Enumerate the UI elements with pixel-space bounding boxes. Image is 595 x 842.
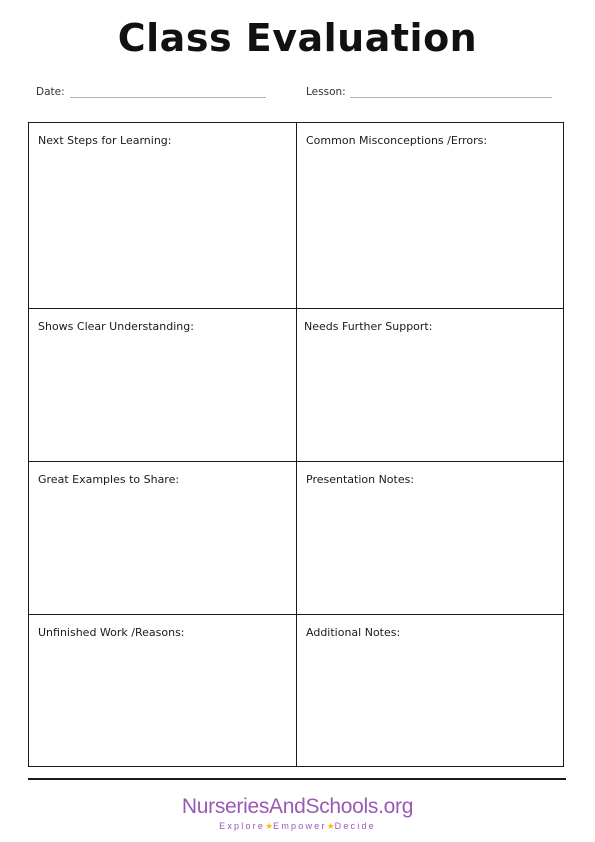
tagline-explore: Explore: [219, 821, 266, 831]
tagline-decide: Decide: [334, 821, 376, 831]
brand-name: NurseriesAndSchools.org: [181, 795, 414, 818]
unfinished-work-label: Unfinished Work /Reasons:: [38, 626, 185, 639]
great-examples-label: Great Examples to Share:: [38, 473, 180, 486]
unfinished-work-box[interactable]: [29, 615, 296, 765]
next-steps-box[interactable]: [29, 123, 296, 308]
lesson-input-line[interactable]: [350, 97, 552, 98]
tagline-empower: Empower: [273, 821, 327, 831]
additional-notes-box[interactable]: [297, 615, 564, 765]
clear-understanding-label: Shows Clear Understanding:: [38, 320, 194, 333]
misconceptions-box[interactable]: [297, 123, 564, 308]
lesson-label: Lesson:: [306, 86, 346, 98]
additional-notes-label: Additional Notes:: [306, 626, 401, 639]
next-steps-label: Next Steps for Learning:: [38, 134, 172, 147]
great-examples-box[interactable]: [29, 462, 296, 614]
date-input-line[interactable]: [70, 97, 266, 98]
footer-divider: [28, 778, 566, 780]
date-field: [36, 84, 268, 100]
star-icon: ★: [326, 821, 335, 831]
lesson-field: [306, 84, 554, 100]
page-title: Class Evaluation: [117, 16, 478, 60]
presentation-notes-box[interactable]: [297, 462, 564, 614]
misconceptions-label: Common Misconceptions /Errors:: [306, 134, 488, 147]
star-icon: ★: [265, 821, 274, 831]
evaluation-grid: [28, 122, 564, 767]
further-support-box[interactable]: [297, 309, 564, 461]
brand-tagline: [0, 820, 595, 832]
presentation-notes-label: Presentation Notes:: [306, 473, 415, 486]
further-support-label: Needs Further Support:: [304, 320, 433, 333]
brand-logo: [0, 794, 595, 832]
clear-understanding-box[interactable]: [29, 309, 296, 461]
date-label: Date:: [36, 86, 65, 98]
